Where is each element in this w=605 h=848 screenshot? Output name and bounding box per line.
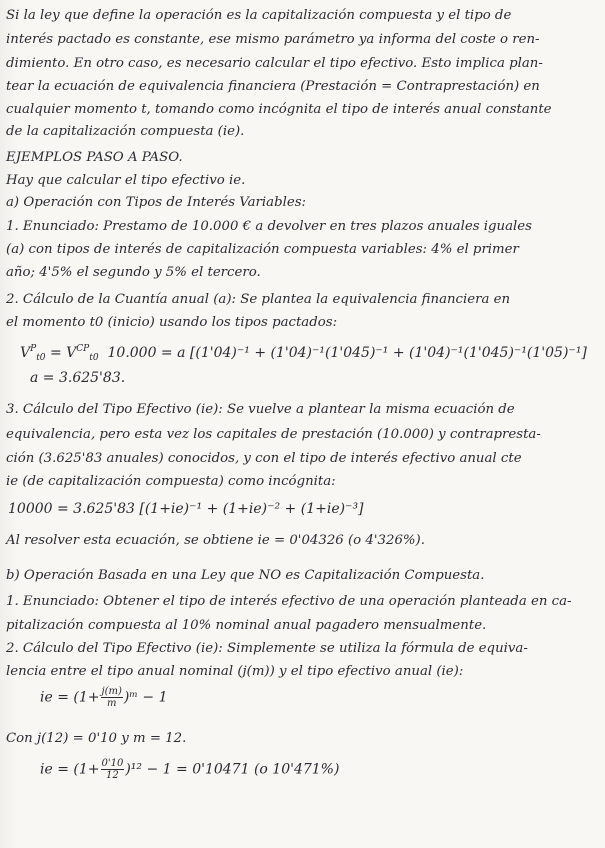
section-a-enunciado-1: 1. Enunciado: Prestamo de 10.000 € a devolver en tres plazos anuales iguales (6, 219, 532, 234)
cuantia-line-2: el momento t0 (inicio) usando los tipos pactados: (6, 315, 338, 330)
final-fraction (101, 758, 125, 781)
tipo-line-4: ie (de capitalización compuesta) como incógnita: (6, 474, 336, 489)
tipo-line-1: 3. Cálculo del Tipo Efectivo (ie): Se vuelve a plantear la misma ecuación de (6, 402, 515, 417)
intro-line-4: tear la ecuación de equivalencia financiera (Prestación = Contraprestación) en (6, 79, 540, 94)
final-right: )¹² − 1 = 0'10471 (o 10'471%) (125, 761, 340, 778)
section-a-enunciado-2: (a) con tipos de interés de capitalización compuesta variables: 4% el primer (6, 242, 519, 257)
con-line: Con j(12) = 0'10 y m = 12. (6, 731, 187, 746)
formula-nominal-effective (40, 686, 167, 709)
formula-left: ie = (1+ (40, 689, 100, 706)
tipo-line-3: ción (3.625'83 anuales) conocidos, y con el tipo de interés efectivo anual cte (6, 451, 522, 466)
equation-2: 10000 = 3.625'83 [(1+ie)⁻¹ + (1+ie)⁻² + (1+ie)⁻³] (8, 501, 364, 517)
intro-line-5: cualquier momento t, tomando como incógnita el tipo de interés anual constante (6, 102, 552, 117)
section-b-title: b) Operación Basada en una Ley que NO es Capitalización Compuesta. (6, 568, 485, 583)
equation-1: $V^P_{t0} = V^{CP}_{t0}$ 10.000 = a [(1'04)⁻¹ + (1'04)⁻¹(1'045)⁻¹ + (1'04)⁻¹(1'045)⁻¹(1'05)⁻¹] (20, 344, 587, 363)
formula-denominator: m (106, 698, 117, 709)
cuantia-line-1: 2. Cálculo de la Cuantía anual (a): Se plantea la equivalencia financiera en (6, 292, 511, 307)
equation-1-lhs: V (20, 345, 31, 361)
tipo-line-2: equivalencia, pero esta vez los capitales de prestación (10.000) y contrapresta- (6, 427, 541, 442)
final-numerator: 0'10 (101, 758, 124, 769)
examples-heading: EJEMPLOS PASO A PASO. (6, 150, 183, 165)
final-denominator: 12 (106, 770, 119, 781)
section-b-enunciado-2: pitalización compuesta al 10% nominal anual pagadero mensualmente. (6, 618, 487, 633)
formula-numerator: j(m) (101, 686, 122, 697)
section-a-enunciado-3: año; 4'5% el segundo y 5% el tercero. (6, 265, 261, 280)
formula-right: )ᵐ − 1 (123, 689, 168, 706)
intro-line-6: de la capitalización compuesta (ie). (6, 124, 245, 139)
equation-1-result: a = 3.625'83. (30, 370, 126, 386)
intro-line-3: dimiento. En otro caso, es necesario calcular el tipo efectivo. Esto implica plan- (6, 56, 543, 71)
section-b-calculo-1: 2. Cálculo del Tipo Efectivo (ie): Simplemente se utiliza la fórmula de equiva- (6, 641, 528, 656)
examples-intro: Hay que calcular el tipo efectivo ie. (6, 173, 246, 188)
formula-final (40, 758, 339, 781)
section-b-calculo-2: lencia entre el tipo anual nominal (j(m)) y el tipo efectivo anual (ie): (6, 664, 464, 679)
equation-1-body: 10.000 = a [(1'04)⁻¹ + (1'04)⁻¹(1'045)⁻¹ + (1'04)⁻¹(1'045)⁻¹(1'05)⁻¹] (107, 345, 587, 361)
equation-1-rhs-v: V (66, 345, 77, 361)
section-a-result: Al resolver esta ecuación, se obtiene ie = 0'04326 (o 4'326%). (6, 533, 425, 548)
section-b-enunciado-1: 1. Enunciado: Obtener el tipo de interés efectivo de una operación planteada en ca- (6, 594, 572, 609)
final-left: ie = (1+ (40, 761, 100, 778)
section-a-title: a) Operación con Tipos de Interés Variables: (6, 195, 307, 210)
formula-fraction (101, 686, 123, 709)
intro-line-1: Si la ley que define la operación es la capitalización compuesta y el tipo de (6, 8, 512, 23)
intro-line-2: interés pactado es constante, ese mismo parámetro ya informa del coste o ren- (6, 32, 540, 47)
